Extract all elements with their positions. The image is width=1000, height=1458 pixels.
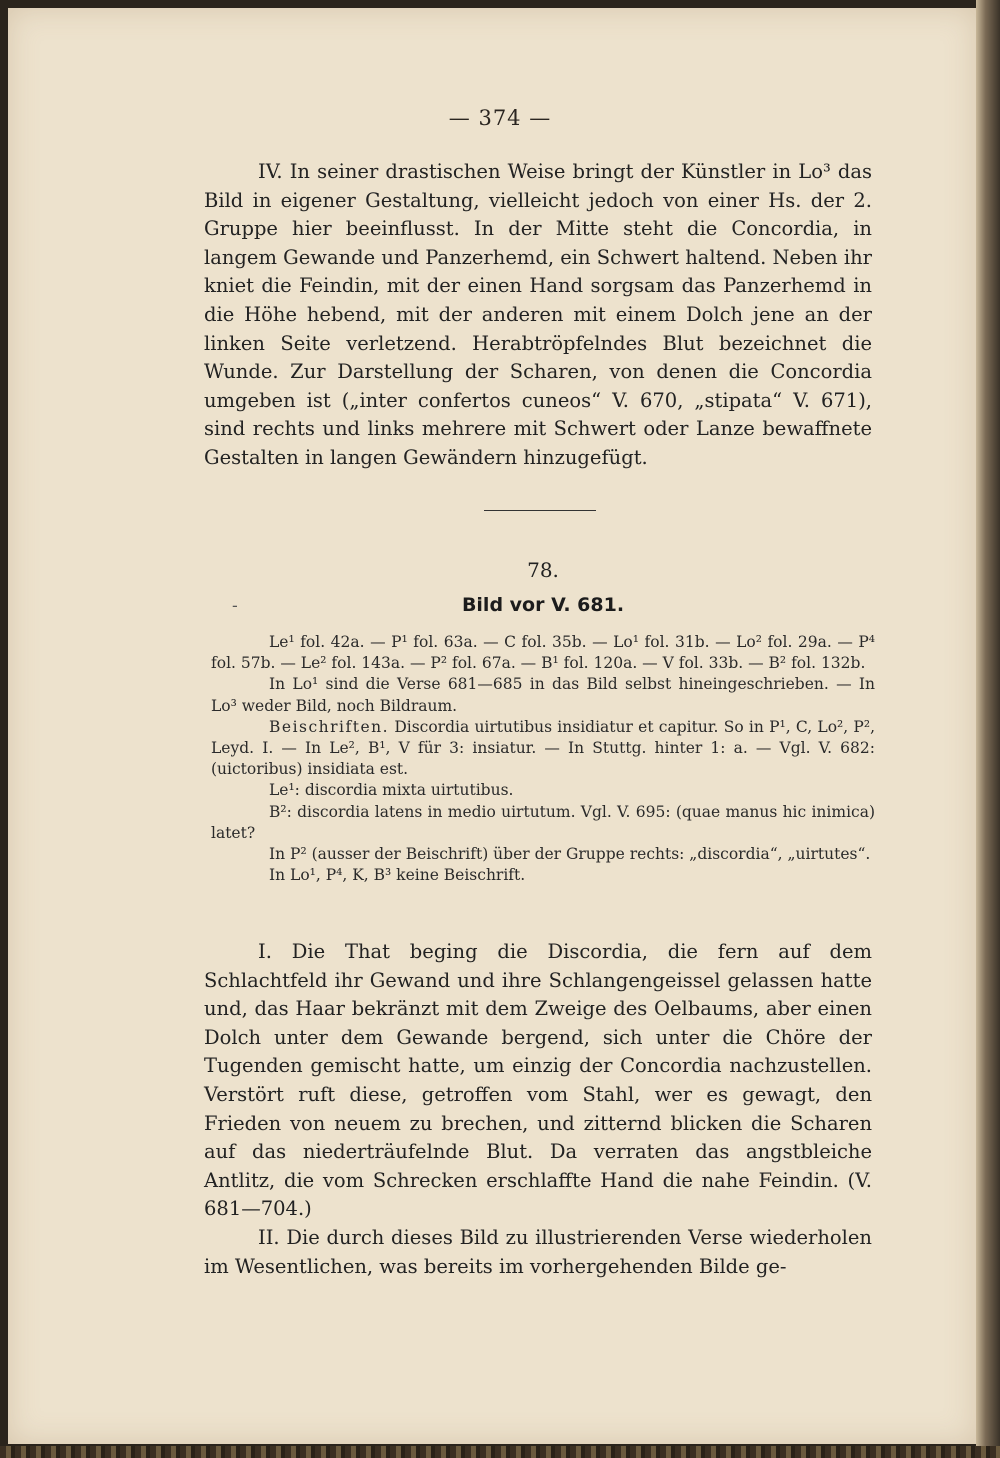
note-manuscripts: Le¹ fol. 42a. — P¹ fol. 63a. — C fol. 35b. — Lo¹ fol. 31b. — Lo² fol. 29a. — P⁴ fol. 57b. — Le² fol. 143a. — P² fol. 67a. — B¹ fol. 120a. — V fol. 33b. — B² fol. 132b. bbox=[211, 633, 875, 673]
note-verses: In Lo¹ sind die Verse 681—685 in das Bild selbst hineingeschrieben. — In Lo³ weder Bild, noch Bildraum. bbox=[211, 675, 875, 715]
beischriften-text: Discordia uirtutibus insidiatur et capitur. So in P¹, C, Lo², P², Leyd. I. — In Le², B¹, V für 3: insiatur. — In Stuttg. hinter 1: a. — Vgl. V. 682: (uictoribus) insidiata est. bbox=[211, 717, 875, 779]
stray-mark: - bbox=[232, 596, 238, 616]
note-none: In Lo¹, P⁴, K, B³ keine Beischrift. bbox=[269, 866, 526, 885]
note-beischriften bbox=[211, 717, 875, 781]
note-p2: In P² (ausser der Beischrift) über der Gruppe rechts: „discordia“, „uirtutes“. bbox=[269, 845, 871, 864]
paragraph-ii: II. Die durch dieses Bild zu illustrierenden Verse wiederholen im Wesentlichen, was bereits im vorhergehenden Bilde ge- bbox=[204, 1225, 872, 1278]
note-le1: Le¹: discordia mixta uirtutibus. bbox=[269, 781, 514, 800]
note-b2: B²: discordia latens in medio uirtutum. Vgl. V. 695: (quae manus hic inimica) latet? bbox=[211, 802, 875, 842]
apparatus-notes bbox=[211, 632, 875, 886]
section-iv-text bbox=[204, 158, 872, 473]
beischriften-label: Beischriften. bbox=[269, 717, 390, 736]
paragraph-i: I. Die That beging die Discordia, die fern auf dem Schlachtfeld ihr Gewand und ihre Schlangengeissel gelassen hatte und, das Haar bekränzt mit dem Zweige des Oelbaums, aber einen Dolch unter dem Gewande bergend, sich unter die Chöre der Tugenden gemischt hatte, um einzig der Concordia nachzustellen. Verstört ruft diese, getroffen vom Stahl, wer es gewagt, den Frieden von neuem zu brechen, und zitternd blicken die Scharen auf das niederträufelnde Blut. Da verraten das angstbleiche Antlitz, die vom Schrecken erschlaffte Hand die nahe Feindin. (V. 681—704.) bbox=[204, 940, 872, 1221]
section-divider bbox=[484, 510, 596, 511]
section-title: Bild vor V. 681. bbox=[461, 594, 625, 616]
book-spine-edge bbox=[976, 0, 1000, 1458]
section-i-ii-text bbox=[204, 938, 872, 1281]
paragraph-iv: IV. In seiner drastischen Weise bringt der Künstler in Lo³ das Bild in eigener Gestaltung, vielleicht jedoch von einer Hs. der 2. Gruppe hier beeinflusst. In der Mitte steht die Concordia, in langem Gewande und Panzerhemd, ein Schwert haltend. Neben ihr kniet die Feindin, mit der einen Hand sorgsam das Panzerhemd in die Höhe hebend, mit der anderen mit einem Dolch jene an der linken Seite verletzend. Herabtröpfelndes Blut bezeichnet die Wunde. Zur Darstellung der Scharen, von denen die Concordia umgeben ist („inter confertos cuneos“ V. 670, „stipata“ V. 671), sind rechts und links mehrere mit Schwert oder Lanze bewaffnete Gestalten in langen Gewändern hinzugefügt. bbox=[204, 160, 872, 469]
page-number: — 374 — bbox=[448, 106, 552, 130]
page-bottom-edge bbox=[0, 1446, 1000, 1458]
section-number: 78. bbox=[527, 558, 559, 582]
